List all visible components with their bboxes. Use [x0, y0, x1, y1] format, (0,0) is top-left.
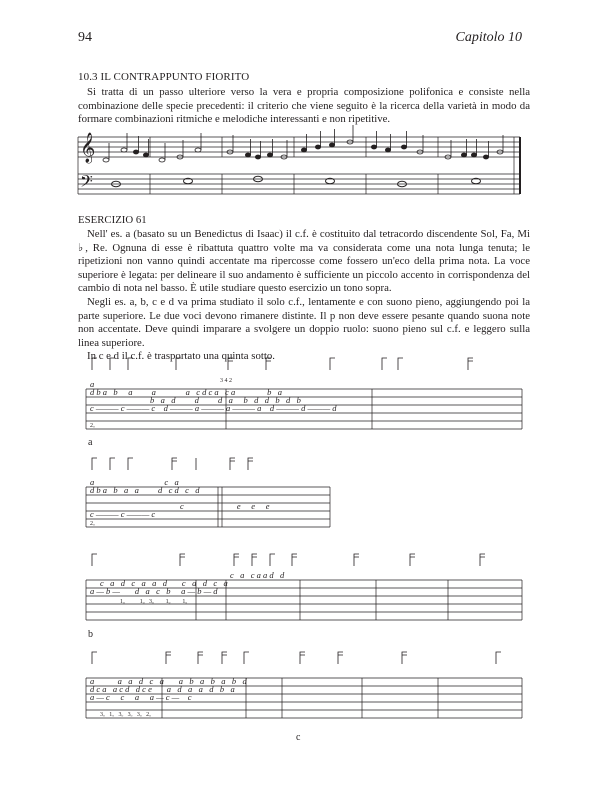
exercise-title: ESERCIZIO 61 [78, 214, 147, 226]
tab-c-line-1: a a a d c a a b a b a b d [90, 676, 247, 686]
tab-b-line-1: c a d c a a d c a d c a [100, 578, 228, 588]
tab-a2-line-5: 2ₒ [90, 521, 95, 527]
tab-a1-line-3: b a d d d a b d d b d b [150, 395, 301, 405]
tab-c-line-2: d c a a c d d c e a d a a d b a [90, 684, 235, 694]
bass-clef-icon: 𝄢 [80, 173, 93, 195]
tab-c-line-4: 3ₒ 1ₒ 3ₒ 3ₒ 3ₒ 2ₒ [100, 712, 151, 718]
tab-a1-line-2: d b a b a a a c d c a c a b a [90, 387, 282, 397]
tab-b-line-3: 1ₒ 1ₒ 3ₒ 1ₒ 1ₒ [120, 599, 188, 605]
tab-a1-fingering: 3 4 2 [220, 378, 232, 384]
tab-a1-line-5: 2ₒ [90, 423, 95, 429]
exercise-paragraph-1: Nell' es. a (basato su un Benedictus di Isaac) il c.f. è costituito dal tetracordo discendente Sol, Fa, Mi ♭, Re. Ognuna di esse è ribattuta quattro volte ma va considerata come una nota lunga tenuta; le ripetizioni non vanno quindi accentate ma ripercosse come fossero un'eco della prima nota. La voce superiore è legata: per delineare il suo andamento è sufficiente un piccolo accento in corrispondenza del cambio di nota nel basso. È utile studiare questo esercizio un tono sopra. [78, 228, 530, 295]
rhythm-signs-b [92, 554, 485, 566]
treble-clef-icon: 𝄞 [80, 133, 96, 162]
label-c: c [296, 732, 301, 743]
tab-a2-line-2: d b a b a a d c d c d [90, 485, 200, 495]
exercise-paragraph-3: In c e d il c.f. è trasportato una quinta sotto. [87, 350, 275, 363]
tab-a2-line-1: a c a [90, 477, 179, 487]
label-b: b [88, 629, 93, 640]
exercise-paragraph-2: Negli es. a, b, c e d va prima studiato il solo c.f., lentamente e con suono pieno, aggiungendo poi la parte superiore. Le due voci devono rimanere distinte. Il p non deve essere pesante quando suona note non accentate. Deve quindi imparare a svolgere un doppio ruolo: suono pieno sul c.f. e leggero sulla linea superiore. [78, 295, 530, 349]
tab-c-line-3: a — c c a a — c — c [90, 692, 192, 702]
rhythm-signs-a2 [92, 458, 253, 470]
tab-a2-line-4: c ——— c ——— c [90, 509, 156, 519]
tab-a1-line-1: a [90, 379, 95, 389]
section-title: 10.3 IL CONTRAPPUNTO FIORITO [78, 71, 250, 83]
label-a: a [88, 437, 93, 448]
tab-b-line-4: c a c a a d d [230, 570, 285, 580]
rhythm-signs-a1 [92, 358, 473, 370]
tab-b-line-2: a — b — d a c b a — b — d [90, 586, 218, 596]
chapter-title: Capitolo 10 [455, 30, 522, 45]
rhythm-signs-c [92, 652, 501, 664]
section-text: Si tratta di un passo ulteriore verso la vera e propria composizione polifonica e consiste nella combinazione delle specie precedenti: il criterio che viene seguito è la ricerca della varietà in modo da formare combinazioni ritmiche e melodiche interessanti e non ripetitive. [78, 86, 530, 126]
tab-a2-line-3: c e e e [180, 501, 270, 511]
tab-a1-line-4: c ——— c ——— c d ——— a ——— a ——— a d ——— d ——— d [90, 403, 337, 413]
page-number: 94 [78, 30, 92, 45]
